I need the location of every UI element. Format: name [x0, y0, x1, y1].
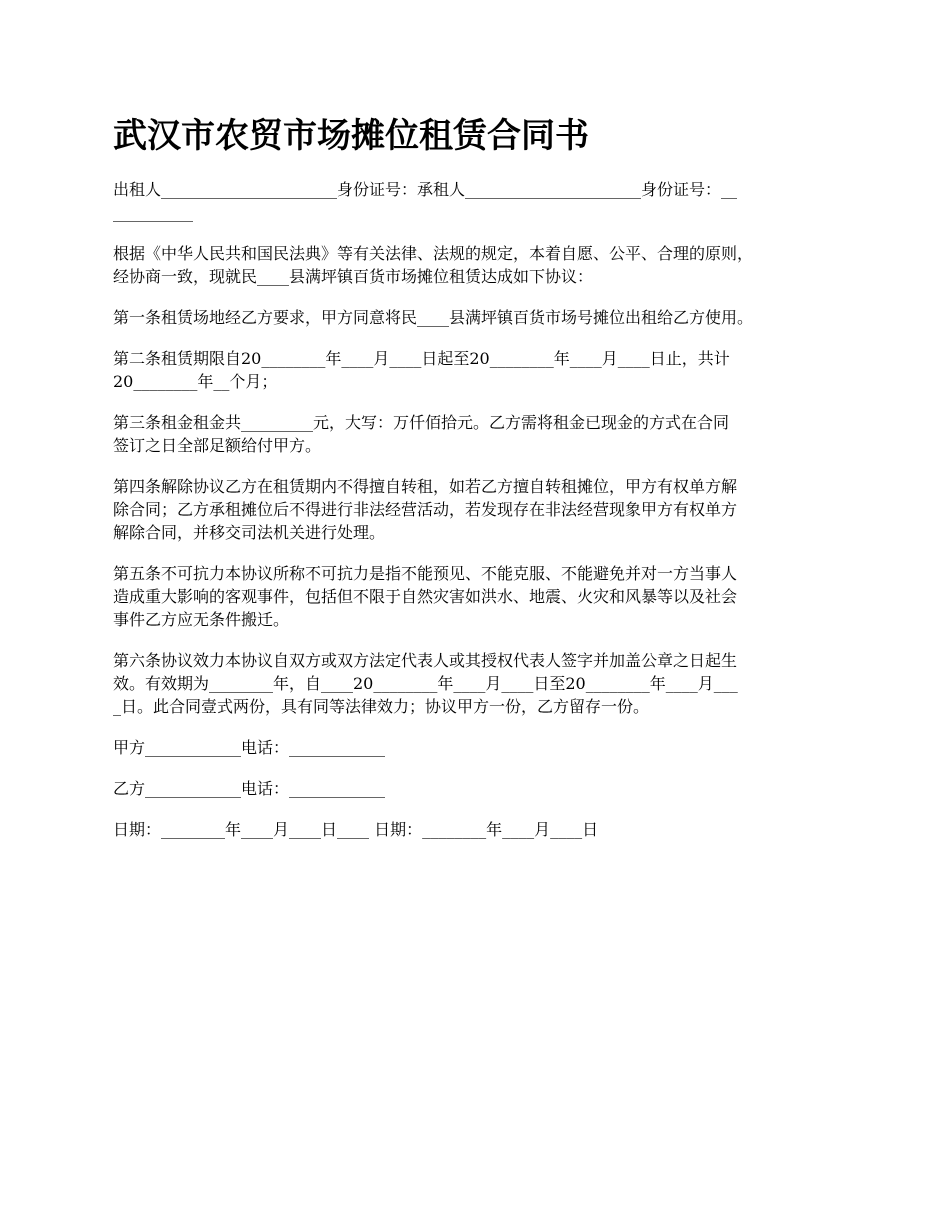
preamble-paragraph: 根据《中华人民共和国民法典》等有关法律、法规的规定，本着自愿、公平、合理的原则， 经协商一致，现就民____县满坪镇百货市场摊位租赁达成如下协议： [113, 244, 754, 286]
date-line: 日期：________年____月____日____ 日期：________年____月____日 [113, 820, 599, 839]
article-6-paragraph: 第六条协议效力本协议自双方或双方法定代表人或其授权代表人签字并加盖公章之日起生 效。有效期为________年，自____20________年____月____日至20________年____月___ _日。此合同壹式两份，具有同等法律效力；协议甲方一份，乙方留存一份。 [113, 651, 738, 716]
parties-line: 出租人______________________身份证号：承租人______________________身份证号：__ __________ [113, 180, 738, 222]
article-2-paragraph: 第二条租赁期限自20________年____月____日起至20________年____月____日止，共计 20________年__个月； [113, 349, 730, 391]
article-3-paragraph: 第三条租金租金共_________元，大写：万仟佰拾元。乙方需将租金已现金的方式在合同 签订之日全部足额给付甲方。 [113, 413, 730, 455]
article-5-paragraph: 第五条不可抗力本协议所称不可抗力是指不能预见、不能克服、不能避免并对一方当事人 造成重大影响的客观事件，包括但不限于自然灾害如洪水、地震、火灾和风暴等以及社会 事件乙方应无条件搬迁。 [113, 564, 738, 629]
article-4-paragraph: 第四条解除协议乙方在租赁期内不得擅自转租，如若乙方擅自转租摊位，甲方有权单方解 除合同；乙方承租摊位后不得进行非法经营活动，若发现存在非法经营现象甲方有权单方 解除合同，并移交司法机关进行处理。 [113, 477, 738, 542]
party-b-signature-line: 乙方____________电话：____________ [113, 779, 386, 798]
article-1-paragraph: 第一条租赁场地经乙方要求，甲方同意将民____县满坪镇百货市场号摊位出租给乙方使用。 [113, 308, 754, 327]
document-page [113, 112, 853, 859]
party-a-signature-line: 甲方____________电话：____________ [113, 738, 386, 757]
document-title: 武汉市农贸市场摊位租赁合同书 [113, 116, 589, 156]
